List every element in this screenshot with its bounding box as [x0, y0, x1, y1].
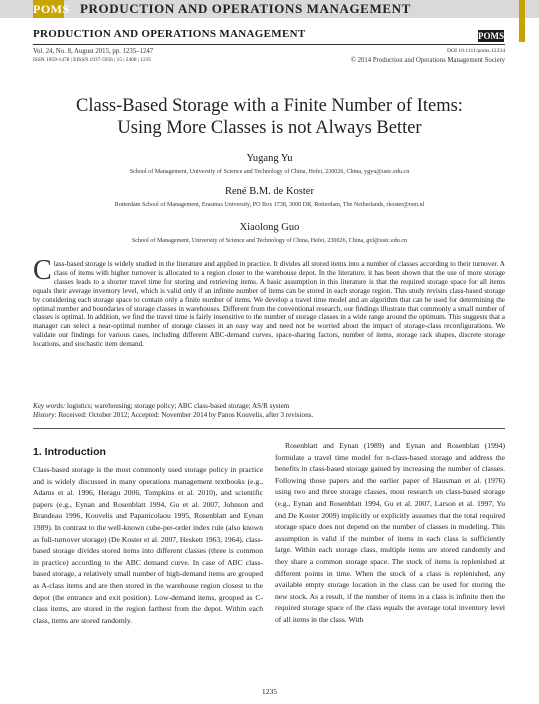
history-line: [33, 411, 505, 420]
author-affiliation: School of Management, University of Science and Technology of China, Hefei, 230026, China, gxl@ustc.edu.cn: [131, 238, 408, 244]
abstract-rule: [33, 428, 505, 429]
keywords-line: [33, 402, 505, 411]
page-number: 1235: [261, 687, 278, 696]
author-name: Yugang Yu: [246, 153, 293, 164]
issn-info: ISSN 1059-1478 | EISSN 1937-5956 | 15 | 2408 | 1235: [33, 57, 152, 63]
poms-logo-tag: POMS: [33, 2, 70, 16]
history-label: History:: [33, 411, 57, 419]
paragraph: Class-based storage is the most commonly used storage policy in practice and is widely discussed in many operations management textbooks (e.g., Adams et al. 1996, Heragu 2006, Tompkins et al. 2010), and scientific papers (e.g., Eynan and Rosenblatt 1994, Gu et al. 2007, Johnson and Brandeau 1996, Kouvelis and Papanicolaou 1995, Rosenblatt and Eynan 1989). In contrast to the well-known cube-per-order index rule (also known as full-turnover storage) (De Koster et al. 2007, Heskett 1963, 1964), class-based storage divides stored items into different classes (three is common in practice) according to the ABC demand curve. In case of ABC class-based storage, a relatively small number of high-demand items are grouped as A-class items and are then stored in the warehouse region closest to the depot (the entrance and exit position). Low-demand items, grouped as C-class items, are stored in the region farthest from the depot. Within each class, items are stored randomly.: [33, 465, 263, 625]
author-name: René B.M. de Koster: [225, 186, 314, 197]
paper-title-line1: Class-Based Storage with a Finite Number of Items:: [76, 96, 463, 116]
author-name: Xiaolong Guo: [239, 222, 300, 233]
right-column-text: [275, 440, 505, 626]
accent-strip: [519, 0, 525, 42]
paper-title-line2: Using More Classes is not Always Better: [117, 118, 422, 138]
volume-info: Vol. 24, No. 8, August 2015, pp. 1235–1247: [33, 48, 154, 55]
header-rule: [33, 44, 505, 45]
doi-info: DOI 10.1111/poms.12334: [447, 48, 505, 54]
section-heading: 1. Introduction: [33, 446, 106, 458]
abstract-dropcap: C: [33, 255, 52, 286]
copyright-info: © 2014 Production and Operations Management Society: [350, 57, 505, 64]
abstract: [33, 255, 505, 349]
author-affiliation: School of Management, University of Science and Technology of China, Hefei, 230026, China, ygyu@ustc.edu.cn: [129, 169, 410, 175]
paragraph: Rosenblatt and Eynan (1989) and Eynan and Rosenblatt (1994) formulate a travel time model for n-class-based storage and address the benefits in class-based storage gained by increasing the number of classes. Following those papers and the earlier paper of Hausman et al. (1976) using two and three storage classes, most research on class-based storage (e.g., Eynan and Rosenblatt 1994, Gu et al. 2007, Larson et al. 1997, Yu and De Koster 2009) implicitly or explicitly assumes that the total required storage space does not depend on the number of classes in modeling. This assumption is valid if the number of items in each class is sufficiently large. Within each storage class, multiple items are stored randomly and they share a common storage space. The stock of items is replenished at different points in time. When the stock of a class is replenished, any available empty storage location in the class can be used for storing the new stock. As a result, if the number of items in a class is infinite then the required storage space of the class equals the average total inventory level of all items in the class. With: [275, 441, 505, 624]
left-column-text: [33, 464, 263, 626]
keywords-text: logistics; warehousing; storage policy; ABC class-based storage; AS/R system: [67, 402, 290, 410]
running-head: PRODUCTION AND OPERATIONS MANAGEMENT: [80, 1, 411, 16]
poms-badge-logo: POMS: [478, 31, 504, 41]
abstract-text: lass-based storage is widely studied in the literature and applied in practice. It divides all stored items into a number of classes according to their turnover. A class of items with higher turnover is allocated to a region closer to the warehouse depot. In the literature, it has been shown that the use of more storage classes leads to a shorter travel time for storing and retrieving items. A basic assumption in this literature is that the required storage space for all items equals their average inventory level, which is valid only if an infinite number of items can be stored in each storage region. This study revisits class-based storage by considering each storage space to contain only a finite number of items. We develop a travel time model and an algorithm that can be used for determining the optimal number and boundaries of storage classes in warehouses. Different from the conventional research, our findings illustrate that commonly a small number of classes is optimal. In addition, we find the travel time is fairly insensitive to the number of storage classes in a wide range around the optimum. This suggests that a manager can select a near-optimal number of storage classes in an easy way and need not be worried about the impact of storage-class reconfigurations. We validate our findings for various cases, including different ABC-demand curves, space-sharing factors, number of items, storage rack shapes, discrete storage locations, and stochastic item demand.: [33, 260, 505, 349]
author-affiliation: Rotterdam School of Management, Erasmus University, PO Box 1738, 3000 DR, Rotterdam, The Netherlands, rkoster@rsm.nl: [114, 202, 425, 208]
journal-name: PRODUCTION AND OPERATIONS MANAGEMENT: [33, 28, 306, 40]
keywords-label: Key words:: [33, 402, 66, 410]
history-text: Received: October 2012; Accepted: November 2014 by Panos Kouvelis, after 3 revisions.: [58, 411, 314, 419]
